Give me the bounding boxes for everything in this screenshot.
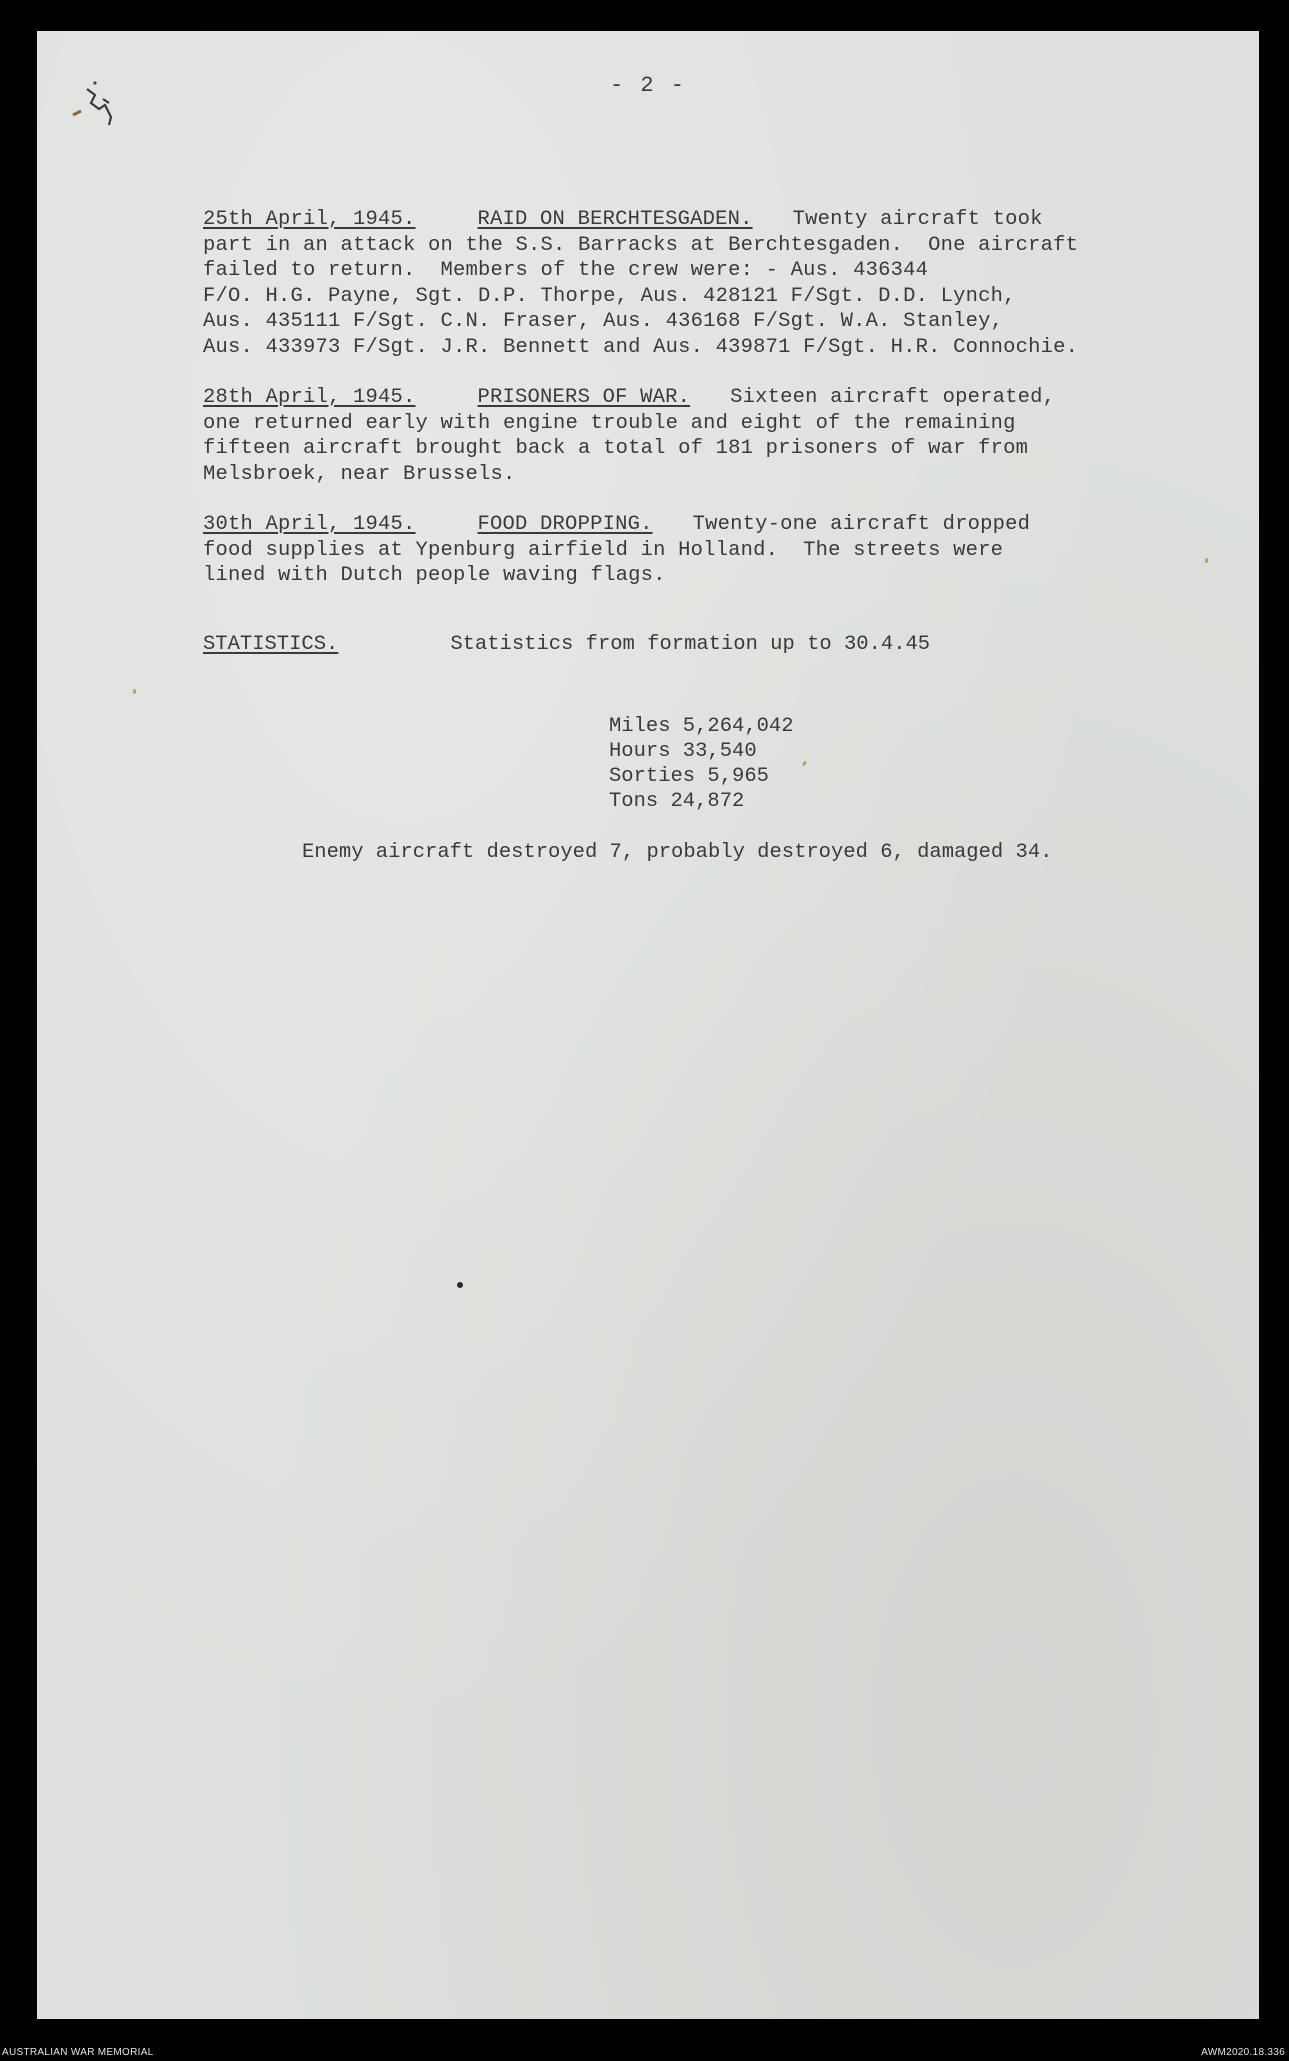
entry-heading: RAID ON BERCHTESGADEN. [477, 208, 753, 231]
entry-30-april [203, 512, 1163, 589]
entry-heading: FOOD DROPPING. [477, 513, 653, 536]
entry-line: Melsbroek, near Brussels. [203, 462, 516, 486]
entry-heading: PRISONERS OF WAR. [477, 386, 691, 409]
statistics-list [609, 714, 794, 814]
footer-institution: AUSTRALIAN WAR MEMORIAL [2, 2047, 154, 2058]
entry-line: failed to return. Members of the crew were: - Aus. 436344 [203, 259, 929, 282]
statistics-heading: STATISTICS. [203, 633, 339, 656]
paper-fleck [1205, 558, 1208, 563]
statistics-header [203, 633, 930, 656]
entry-line: one returned early with engine trouble and eight of the remaining [203, 411, 1016, 435]
page-number: - 2 - [609, 73, 686, 98]
document-page [37, 31, 1259, 2019]
entry-line: Twenty-one aircraft dropped [692, 513, 1031, 536]
entry-line: part in an attack on the S.S. Barracks at Berchtesgaden. One aircraft [203, 233, 1079, 257]
entry-line: Sixteen aircraft operated, [730, 386, 1056, 409]
entry-line: Twenty aircraft took [792, 208, 1043, 231]
entry-25-april [203, 207, 1163, 360]
entry-line: Aus. 435111 F/Sgt. C.N. Fraser, Aus. 436168 F/Sgt. W.A. Stanley, [203, 310, 1004, 333]
entry-line: fifteen aircraft brought back a total of 181 prisoners of war from [203, 437, 1029, 460]
ink-dot [457, 1282, 463, 1288]
statistic-item: Hours 33,540 [609, 740, 757, 763]
entry-date: 25th April, 1945. [203, 208, 416, 231]
entry-line: F/O. H.G. Payne, Sgt. D.P. Thorpe, Aus. 428121 F/Sgt. D.D. Lynch, [203, 284, 1016, 308]
entry-date: 28th April, 1945. [203, 386, 416, 409]
enemy-aircraft-summary: Enemy aircraft destroyed 7, probably destroyed 6, damaged 34. [302, 841, 1053, 864]
entry-line: Aus. 433973 F/Sgt. J.R. Bennett and Aus. 439871 F/Sgt. H.R. Connochie. [203, 335, 1079, 359]
entry-date: 30th April, 1945. [203, 513, 416, 536]
paper-fleck [133, 689, 136, 694]
statistic-item: Tons 24,872 [609, 790, 745, 813]
entry-line: food supplies at Ypenburg airfield in Holland. The streets were [203, 538, 1004, 562]
statistic-item: Miles 5,264,042 [609, 715, 794, 738]
footer-reference: AWM2020.18.336 [1201, 2047, 1285, 2058]
entry-line: lined with Dutch people waving flags. [203, 564, 666, 587]
statistics-intro: Statistics from formation up to 30.4.45 [450, 633, 931, 656]
paper-fleck [802, 761, 807, 767]
entry-28-april [203, 385, 1163, 487]
statistic-item: Sorties 5,965 [609, 765, 769, 788]
